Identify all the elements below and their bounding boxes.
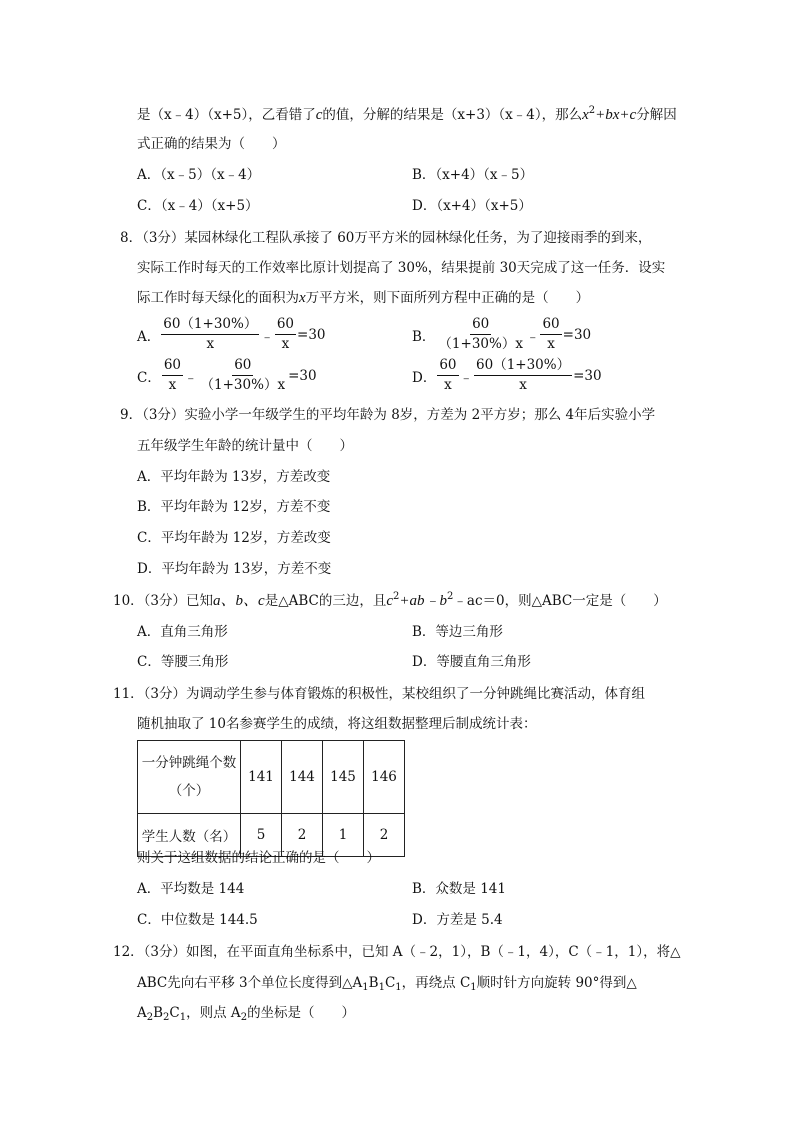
q7-line2: 式正确的结果为（ ） — [137, 136, 286, 152]
q8-c-f2-num: 60 — [232, 357, 253, 376]
q9-option-c[interactable]: C．平均年龄为 12岁，方差改变 — [137, 530, 331, 546]
q10-option-a[interactable]: A．直角三角形 — [137, 624, 228, 640]
q8-option-d[interactable] — [412, 357, 602, 394]
q8-b-f1-den: （1+30%）x — [438, 336, 523, 352]
q8-a-f2-den: x — [281, 336, 290, 352]
q9-option-a[interactable]: A．平均年龄为 13岁，方差改变 — [137, 469, 331, 485]
q10-sup2: 2 — [447, 591, 454, 602]
q8-c-f2-den: （1+30%）x — [200, 377, 286, 393]
q12-sub8: 2 — [240, 1012, 248, 1023]
q10-pre: 10．（3分）已知 — [113, 593, 214, 609]
q12-line2-b: B — [368, 975, 379, 991]
q8-c-f1-den: x — [168, 377, 177, 393]
q8-a-minus: ﹣ — [260, 328, 274, 345]
q8-a-f2-num: 60 — [275, 316, 296, 335]
q8-option-b[interactable] — [412, 316, 591, 353]
q8-b-frac1 — [436, 316, 525, 353]
q8-a-f1-den: x — [206, 336, 215, 352]
q12-sub4: 1 — [470, 982, 477, 993]
q12-line3-b: B — [153, 1005, 164, 1021]
q8-c-minus: ﹣ — [184, 369, 198, 386]
q8-b-f2-num: 60 — [540, 316, 561, 335]
q8-option-a[interactable] — [137, 316, 326, 353]
q8-d-minus: ﹣ — [459, 369, 474, 386]
q10-option-d[interactable]: D．等腰直角三角形 — [412, 654, 531, 670]
q12-sub7: 1 — [179, 1012, 187, 1023]
table-cell: 5 — [241, 814, 282, 857]
q12-line3-d: ，则点 A — [186, 1005, 241, 1021]
table-header-cell — [138, 741, 241, 814]
q8-d-f2-den: x — [519, 377, 527, 393]
q12-line2 — [137, 973, 637, 993]
table-cell: 1 — [323, 814, 364, 857]
q12-line1: 12．（3分）如图，在平面直角坐标系中，已知 A（﹣2，1），B（﹣1，4），C（﹣1，1），将△ — [113, 944, 681, 960]
q7-option-a[interactable]: A．（x﹣5）（x﹣4） — [137, 167, 261, 183]
q12-line3-e: 的坐标是（ ） — [247, 1005, 356, 1021]
q8-d-rhs: =30 — [573, 367, 602, 384]
table-cell: 2 — [364, 814, 405, 857]
q11-line3: 则关于这组数据的结论正确的是（ ） — [137, 850, 380, 866]
q10-line1 — [113, 591, 667, 611]
q7-sup: 2 — [588, 105, 596, 116]
q12-sub3: 1 — [395, 982, 402, 993]
q8-line2: 实际工作时每天的工作效率比原计划提高了 30%，结果提前 30天完成了这一任务．设实 — [137, 260, 666, 276]
q8-line1: 8．（3分）某园林绿化工程队承接了 60万平方米的园林绿化任务，为了迎接雨季的到来， — [120, 230, 652, 246]
q9-line2: 五年级学生年龄的统计量中（ ） — [137, 438, 353, 454]
q9-option-b[interactable]: B．平均年龄为 12岁，方差不变 — [137, 499, 331, 515]
q11-stat-table — [137, 740, 405, 857]
q10-vars: a、b、c — [213, 593, 265, 609]
q8-option-c-label: C． — [137, 369, 161, 386]
q12-line3-a: A — [137, 1005, 147, 1021]
q9-line1: 9．（3分）实验小学一年级学生的平均年龄为 8岁，方差为 2平方岁；那么 4年后实验小学 — [120, 407, 656, 423]
q10-option-b[interactable]: B．等边三角形 — [412, 624, 503, 640]
q8-line3 — [137, 288, 589, 308]
q8-d-f1-num: 60 — [437, 357, 458, 376]
q8-option-c[interactable] — [137, 357, 317, 394]
q12-sub6: 2 — [163, 1012, 170, 1023]
table-cell: 144 — [282, 741, 323, 814]
q7-poly-rest: +bx+c — [595, 107, 637, 123]
q8-d-frac2 — [474, 357, 572, 394]
q7-c-var: c — [315, 107, 323, 123]
q9-option-d[interactable]: D．平均年龄为 13岁，方差不变 — [137, 561, 332, 577]
q12-sub2: 1 — [378, 982, 385, 993]
q8-b-rhs: =30 — [562, 326, 592, 343]
q8-b-frac2 — [540, 316, 561, 353]
q12-line2-a: ABC先向右平移 3个单位长度得到△A — [137, 975, 363, 991]
table-cell: 2 — [282, 814, 323, 857]
q10-mid: 是△ABC的三边，且 — [264, 593, 387, 609]
q8-d-f2-num: 60（1+30%） — [474, 357, 572, 376]
q8-c-rhs: =30 — [288, 367, 317, 384]
q7-line1 — [137, 105, 677, 125]
q10-eq-ab: +ab﹣b — [399, 593, 448, 609]
q8-option-d-label: D． — [412, 369, 437, 386]
q7-line1-b: 的值，分解的结果是（x+3）（x﹣4），那么 — [322, 107, 583, 123]
q12-line2-d: ，再绕点 C — [401, 975, 471, 991]
q12-line2-e: 顺时针方向旋转 90°得到△ — [476, 975, 637, 991]
q7-option-b[interactable]: B．（x+4）（x﹣5） — [412, 167, 534, 183]
q8-d-frac1 — [437, 357, 458, 394]
q8-b-f1-num: 60 — [470, 316, 491, 335]
q11-row1-head-a: 一分钟跳绳个数 — [141, 755, 237, 771]
q7-x-var: x — [582, 107, 589, 123]
table-cell: 145 — [323, 741, 364, 814]
table-cell: 141 — [241, 741, 282, 814]
q11-line1: 11．（3分）为调动学生参与体育锻炼的积极性，某校组织了一分钟跳绳比赛活动，体育组 — [113, 686, 646, 702]
table-cell: 146 — [364, 741, 405, 814]
q8-option-a-label: A． — [137, 328, 161, 345]
q12-line2-c: C — [384, 975, 396, 991]
q11-line2: 随机抽取了 10名参赛学生的成绩，将这组数据整理后制成统计表： — [137, 716, 537, 732]
q8-line3-a: 际工作时每天绿化的面积为 — [137, 290, 299, 306]
q7-line1-c: 分解因 — [636, 107, 677, 123]
q11-option-a[interactable]: A．平均数是 144 — [137, 881, 245, 897]
q8-d-f1-den: x — [444, 377, 452, 393]
q8-option-b-label: B． — [412, 328, 436, 345]
q10-option-c[interactable]: C．等腰三角形 — [137, 654, 229, 670]
q7-option-c[interactable]: C．（x﹣4）（x+5） — [137, 198, 259, 214]
q11-option-c[interactable]: C．中位数是 144.5 — [137, 912, 258, 928]
q10-eq-rest: ﹣ac＝0，则△ABC一定是（ ） — [453, 593, 667, 609]
q11-option-b[interactable]: B．众数是 141 — [412, 881, 506, 897]
table-header-cell: 学生人数（名） — [138, 814, 241, 857]
q7-option-d[interactable]: D．（x+4）（x+5） — [412, 198, 532, 214]
q12-line3 — [137, 1003, 355, 1023]
table-row — [138, 741, 405, 814]
q8-x-var: x — [299, 290, 306, 306]
q12-sub1: 1 — [362, 982, 369, 993]
q8-b-f2-den: x — [547, 336, 555, 352]
q11-row1-head-b: （个） — [168, 783, 210, 799]
q8-a-frac1 — [161, 316, 259, 353]
q10-sup1: 2 — [393, 591, 400, 602]
q11-option-d[interactable]: D．方差是 5.4 — [412, 912, 503, 928]
q8-a-rhs: =30 — [297, 326, 326, 343]
q8-c-f1-num: 60 — [162, 357, 183, 376]
q8-c-frac2 — [199, 357, 288, 394]
q8-c-frac1 — [162, 357, 183, 394]
q10-eq-c: c — [386, 593, 394, 609]
q8-line3-b: 万平方米，则下面所列方程中正确的是（ ） — [305, 290, 590, 306]
q7-line1-a: 是（x﹣4）（x+5），乙看错了 — [137, 107, 316, 123]
q8-a-frac2 — [275, 316, 296, 353]
q8-b-minus: ﹣ — [525, 328, 540, 345]
q8-a-f1-num: 60（1+30%） — [161, 316, 259, 335]
q12-line3-c: C — [169, 1005, 180, 1021]
q12-sub5: 2 — [146, 1012, 154, 1023]
